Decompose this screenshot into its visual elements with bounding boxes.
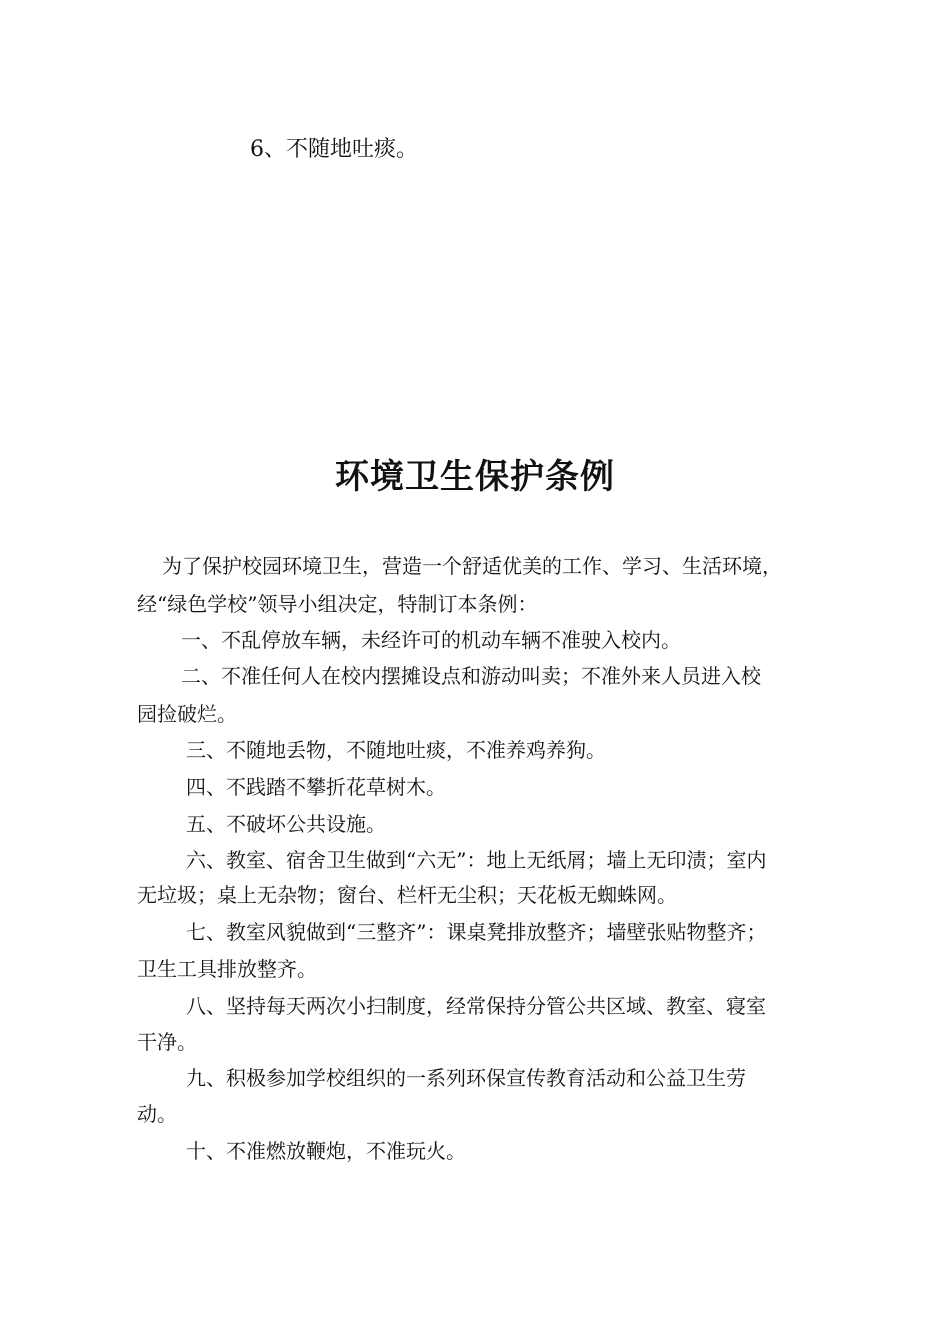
paragraph-line: 卫生工具排放整齐。 [137, 957, 317, 981]
paragraph-line: 五、不破坏公共设施。 [186, 812, 386, 836]
paragraph-line: 四、不践踏不攀折花草树木。 [186, 775, 446, 799]
paragraph-line: 为了保护校园环境卫生，营造一个舒适优美的工作、学习、生活环境， [162, 554, 782, 578]
paragraph-line: 六、教室、宿舍卫生做到“六无”：地上无纸屑；墙上无印渍；室内 [186, 848, 767, 872]
paragraph-line: 十、不准燃放鞭炮，不准玩火。 [186, 1139, 466, 1163]
previous-list-item: 6、不随地吐痰。 [250, 137, 418, 162]
paragraph-line: 一、不乱停放车辆，未经许可的机动车辆不准驶入校内。 [181, 628, 681, 652]
paragraph-line: 三、不随地丢物，不随地吐痰，不准养鸡养狗。 [186, 738, 606, 762]
paragraph-line: 园捡破烂。 [137, 702, 237, 726]
paragraph-line: 八、坚持每天两次小扫制度，经常保持分管公共区域、教室、寝室 [186, 994, 766, 1018]
paragraph-line: 经“绿色学校”领导小组决定，特制订本条例： [137, 592, 538, 616]
paragraph-line: 无垃圾；桌上无杂物；窗台、栏杆无尘积；天花板无蜘蛛网。 [137, 883, 677, 907]
document-title: 环境卫生保护条例 [335, 457, 615, 497]
paragraph-line: 二、不准任何人在校内摆摊设点和游动叫卖；不准外来人员进入校 [181, 664, 761, 688]
paragraph-line: 九、积极参加学校组织的一系列环保宣传教育活动和公益卫生劳 [186, 1066, 746, 1090]
paragraph-line: 动。 [137, 1102, 177, 1126]
paragraph-line: 干净。 [137, 1030, 197, 1054]
paragraph-line: 七、教室风貌做到“三整齐”：课桌凳排放整齐；墙壁张贴物整齐； [186, 920, 767, 944]
